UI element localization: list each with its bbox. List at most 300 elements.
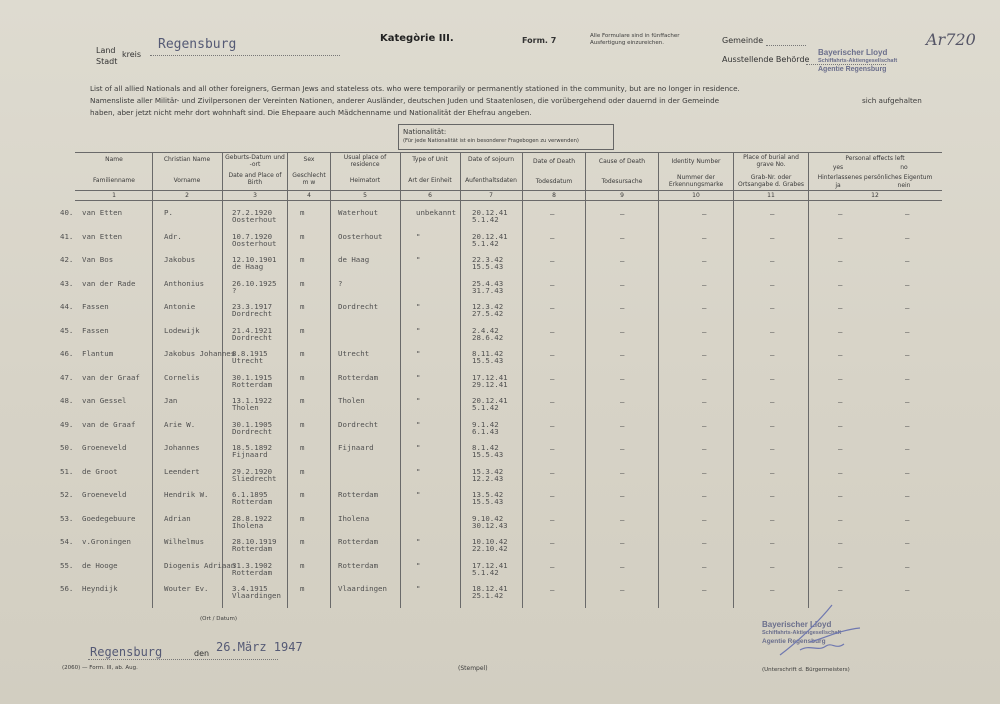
cell-date2: 25.1.42 [472, 591, 504, 600]
cell-n: 45. [60, 325, 74, 335]
cell-res: Rotterdam [338, 490, 379, 499]
cell-res: Iholena [338, 513, 370, 523]
land-label: Land [96, 46, 116, 55]
cell-n: 47. [60, 372, 74, 382]
table-row [60, 347, 960, 371]
cell-res: Utrecht [338, 349, 370, 358]
col-header-en: Geburts-Datum und -ort [225, 154, 285, 168]
table-row [60, 465, 960, 489]
cell-birth2: ? [232, 285, 237, 295]
cell-date2: 6.1.43 [472, 426, 499, 436]
cell-dash: – [905, 303, 910, 312]
cell-birth1: 28.10.1919 [232, 537, 277, 546]
footer-place: Regensburg [90, 645, 163, 659]
cell-name: van der Rade [82, 278, 136, 288]
cell-sex: m [300, 396, 305, 405]
cell-date1: 20.12.41 [472, 208, 508, 217]
cell-sex: m [300, 443, 305, 452]
cell-dash: – [905, 397, 910, 406]
col-header-de: Aufenthaltsdaten [465, 177, 517, 184]
cell-sex: m [300, 255, 305, 264]
cell-dash: – [550, 585, 555, 594]
col-header-en: Date of sojourn [467, 156, 515, 163]
cell-date2: 12.2.43 [472, 473, 504, 483]
cell-date1: 10.10.42 [472, 537, 508, 546]
cell-dash: – [770, 397, 775, 406]
cell-birth1: 18.5.1892 [232, 443, 273, 452]
cell-unit: " [416, 490, 421, 499]
cell-dash: – [905, 585, 910, 594]
cell-name: van Etten [82, 231, 123, 241]
cell-dash: – [550, 514, 555, 524]
cell-birth2: Tholen [232, 403, 259, 412]
cell-res: Rotterdam [338, 372, 379, 382]
col-header-num: 12 [871, 192, 879, 199]
effects-no: no [900, 164, 908, 171]
cell-birth1: 12.10.1901 [232, 255, 277, 264]
cell-dash: – [905, 491, 910, 500]
cell-res: Dordrecht [338, 302, 379, 311]
cell-dash: – [550, 561, 555, 571]
cell-res: Rotterdam [338, 537, 379, 546]
cell-date2: 15.5.43 [472, 356, 504, 365]
footer-stamp-line3: Agentie Regensburg [762, 638, 826, 645]
cell-dash: – [550, 303, 555, 312]
cell-birth1: 30.1.1915 [232, 372, 273, 382]
cell-unit: " [416, 231, 421, 241]
cell-dash: – [905, 256, 910, 265]
effects-yes: yes [832, 164, 844, 171]
cell-first: Diogenis Adriaan [164, 560, 236, 570]
cell-first: Antonie [164, 302, 196, 311]
col-header-de: Todesdatum [535, 178, 573, 185]
cell-dash: – [620, 420, 625, 430]
cell-dash: – [620, 350, 625, 359]
cell-sex: m [300, 208, 305, 217]
cell-dash: – [770, 232, 775, 242]
cell-dash: – [620, 538, 625, 547]
cell-birth1: 27.2.1920 [232, 208, 273, 217]
cell-dash: – [702, 561, 707, 571]
cell-unit: " [416, 537, 421, 546]
col-header-de: Art der Einheit [408, 177, 452, 184]
cell-name: van Etten [82, 208, 123, 217]
cell-dash: – [770, 303, 775, 312]
kreis-line [150, 55, 340, 56]
cell-dash: – [550, 491, 555, 500]
cell-unit: " [416, 560, 421, 570]
cell-dash: – [702, 326, 707, 336]
cell-birth1: 13.1.1922 [232, 396, 273, 405]
table-row [60, 206, 960, 230]
cell-birth2: Vlaardingen [232, 591, 281, 600]
col-header-de: Vorname [173, 177, 201, 184]
behoerde-line [806, 64, 886, 65]
cell-n: 52. [60, 490, 74, 499]
cell-dash: – [702, 585, 707, 594]
cell-sex: m [300, 466, 305, 476]
cell-birth1: 29.2.1920 [232, 466, 273, 476]
cell-name: Flantum [82, 349, 114, 358]
intro-german-line1: Namensliste aller Militär- und Zivilpersonen der Vereinten Nationen, anderer Ausländer, deutschen Juden und Staatenlosen, die vorübergehend oder dauernd in der Gemeinde [90, 96, 720, 105]
nationality-label: Nationalität: [403, 128, 447, 136]
cell-sex: m [300, 278, 305, 288]
footer-stamp-line1: Bayerischer Lloyd [762, 620, 832, 629]
footer-line [88, 659, 278, 660]
col-header-en: Personal effects left [845, 155, 905, 162]
table-row [60, 535, 960, 559]
cell-date2: 15.5.43 [472, 497, 504, 506]
cell-unit: " [416, 255, 421, 264]
cell-date2: 28.6.42 [472, 332, 504, 342]
table-row [60, 512, 960, 536]
cell-n: 50. [60, 443, 74, 452]
col-header-de: Date and Place of Birth [228, 172, 282, 186]
cell-n: 54. [60, 537, 74, 546]
cell-dash: – [620, 232, 625, 242]
handwritten-number: Ar720 [926, 30, 976, 49]
cell-dash: – [838, 209, 843, 218]
cell-birth2: Sliedrecht [232, 473, 277, 483]
cell-unit: " [416, 584, 421, 593]
cell-date2: 15.5.43 [472, 450, 504, 459]
cell-date1: 8.11.42 [472, 349, 504, 358]
cell-dash: – [550, 256, 555, 265]
cell-birth2: Utrecht [232, 356, 264, 365]
cell-birth1: 28.8.1922 [232, 513, 273, 523]
cell-dash: – [838, 256, 843, 265]
cell-dash: – [620, 256, 625, 265]
col-header-num: 10 [692, 192, 700, 199]
cell-unit: " [416, 396, 421, 405]
table-row [60, 300, 960, 324]
cell-birth1: 10.7.1920 [232, 231, 273, 241]
col-header-de: Nummer der Erkennungsmarke [668, 174, 724, 188]
cell-birth2: Dordrecht [232, 426, 273, 436]
col-header-num: 1 [112, 192, 116, 199]
cell-dash: – [905, 350, 910, 359]
cell-n: 53. [60, 513, 74, 523]
col-header-en: Identity Number [671, 158, 721, 165]
cell-dash: – [702, 420, 707, 430]
cell-dash: – [550, 444, 555, 453]
header-stamp-line3: Agentie Regensburg [818, 66, 887, 73]
cell-sex: m [300, 560, 305, 570]
intro-english: List of all allied Nationals and all other foreigners, German Jews and stateless ots. who were temporarily or permanently stationed in the community, but are no longer in residence. [90, 84, 740, 93]
cell-name: Van Bos [82, 255, 114, 264]
table-row [60, 394, 960, 418]
cell-dash: – [620, 514, 625, 524]
cell-name: Fassen [82, 325, 109, 335]
cell-date1: 17.12.41 [472, 372, 508, 382]
cell-n: 48. [60, 396, 74, 405]
kreis-label: kreis [122, 50, 142, 59]
cell-date1: 25.4.43 [472, 278, 504, 288]
table-top-line [75, 152, 942, 153]
cell-first: Wouter Ev. [164, 584, 209, 593]
cell-n: 51. [60, 466, 74, 476]
nationality-note: (Für jede Nationalität ist ein besonderer Fragebogen zu verwenden) [403, 138, 579, 144]
cell-dash: – [838, 514, 843, 524]
cell-res: Vlaardingen [338, 584, 387, 593]
cell-sex: m [300, 325, 305, 335]
cell-dash: – [838, 279, 843, 289]
cell-dash: – [770, 326, 775, 336]
cell-dash: – [550, 232, 555, 242]
cell-sex: m [300, 513, 305, 523]
cell-sex: m [300, 584, 305, 593]
cell-date1: 9.1.42 [472, 419, 499, 429]
cell-dash: – [620, 279, 625, 289]
col-header-num: 11 [767, 192, 775, 199]
cell-birth2: Rotterdam [232, 497, 273, 506]
cell-first: Cornelis [164, 372, 200, 382]
cell-dash: – [905, 209, 910, 218]
cell-dash: – [702, 209, 707, 218]
gemeinde-label: Gemeinde [722, 36, 764, 45]
note-line2: Ausfertigung einzureichen. [590, 40, 665, 46]
cell-dash: – [838, 232, 843, 242]
cell-dash: – [620, 467, 625, 477]
cell-dash: – [702, 373, 707, 383]
col-header-num: 4 [307, 192, 311, 199]
cell-n: 49. [60, 419, 74, 429]
cell-dash: – [838, 303, 843, 312]
cell-date1: 20.12.41 [472, 396, 508, 405]
cell-sex: m [300, 537, 305, 546]
cell-date1: 2.4.42 [472, 325, 499, 335]
cell-date1: 18.12.41 [472, 584, 508, 593]
cell-name: v.Groningen [82, 537, 131, 546]
cell-dash: – [770, 444, 775, 453]
table-row [60, 441, 960, 465]
cell-dash: – [838, 326, 843, 336]
cell-date2: 5.1.42 [472, 403, 499, 412]
cell-name: de Groot [82, 466, 118, 476]
cell-dash: – [838, 373, 843, 383]
cell-dash: – [905, 538, 910, 547]
cell-first: Lodewijk [164, 325, 200, 335]
cell-dash: – [770, 350, 775, 359]
cell-birth1: 21.4.1921 [232, 325, 273, 335]
signature-mark [770, 600, 870, 662]
cell-sex: m [300, 231, 305, 241]
cell-first: Arie W. [164, 419, 196, 429]
cell-date1: 20.12.41 [472, 231, 508, 241]
table-row [60, 230, 960, 254]
cell-birth1: 26.10.1925 [232, 278, 277, 288]
cell-dash: – [905, 373, 910, 383]
cell-dash: – [620, 397, 625, 406]
col-header-num: 7 [489, 192, 493, 199]
footer-den-label: den [194, 649, 210, 658]
cell-dash: – [838, 350, 843, 359]
cell-dash: – [905, 467, 910, 477]
category-title: Kategòrie III. [380, 33, 454, 44]
cell-name: van de Graaf [82, 419, 136, 429]
cell-dash: – [838, 585, 843, 594]
cell-dash: – [702, 232, 707, 242]
cell-date2: 29.12.41 [472, 379, 508, 389]
cell-res: Waterhout [338, 208, 379, 217]
kreis-value: Regensburg [158, 37, 237, 52]
cell-dash: – [770, 467, 775, 477]
cell-dash: – [770, 491, 775, 500]
cell-birth1: 3.4.1915 [232, 584, 268, 593]
col-header-de: Todesursache [601, 178, 643, 185]
cell-first: Adrian [164, 513, 191, 523]
table-row [60, 277, 960, 301]
cell-name: Groeneveld [82, 443, 127, 452]
col-header-en: Name [105, 156, 123, 163]
cell-birth2: Oosterhout [232, 215, 277, 224]
nationality-box [398, 124, 614, 150]
cell-dash: – [620, 303, 625, 312]
header-stamp-line1: Bayerischer Lloyd [818, 48, 888, 57]
cell-dash: – [770, 561, 775, 571]
cell-n: 42. [60, 255, 74, 264]
col-header-de: Heimatort [349, 177, 381, 184]
table-num-line [75, 190, 942, 191]
cell-date1: 12.3.42 [472, 302, 504, 311]
cell-dash: – [905, 444, 910, 453]
footer-signature-label: (Unterschrift d. Bürgermeisters) [762, 667, 850, 673]
table-header-bottom [75, 200, 942, 201]
cell-dash: – [550, 350, 555, 359]
cell-unit: " [416, 349, 421, 358]
cell-dash: – [702, 538, 707, 547]
col-header-en: Date of Death [532, 158, 576, 165]
cell-dash: – [770, 514, 775, 524]
cell-dash: – [702, 303, 707, 312]
cell-n: 55. [60, 560, 74, 570]
cell-unit: " [416, 325, 421, 335]
cell-res: Fijnaard [338, 443, 374, 452]
cell-dash: – [838, 420, 843, 430]
cell-first: P. [164, 208, 173, 217]
cell-dash: – [620, 373, 625, 383]
cell-dash: – [702, 444, 707, 453]
col-header-de: Hinterlassenes persönliches Eigentum [817, 174, 933, 181]
cell-birth1: 31.3.1902 [232, 560, 273, 570]
cell-dash: – [550, 538, 555, 547]
cell-birth2: Iholena [232, 520, 264, 530]
cell-date1: 15.3.42 [472, 466, 504, 476]
cell-dash: – [838, 491, 843, 500]
cell-first: Johannes [164, 443, 200, 452]
cell-date1: 22.3.42 [472, 255, 504, 264]
col-header-en: Sex [303, 156, 315, 163]
cell-name: van Gessel [82, 396, 127, 405]
header-stamp-line2: Schiffahrts-Aktiengesellschaft [818, 58, 898, 64]
cell-first: Leendert [164, 466, 200, 476]
cell-birth1: 23.3.1917 [232, 302, 273, 311]
cell-first: Jakobus [164, 255, 196, 264]
cell-dash: – [838, 397, 843, 406]
cell-birth1: 8.8.1915 [232, 349, 268, 358]
cell-date2: 27.5.42 [472, 309, 504, 318]
cell-sex: m [300, 419, 305, 429]
col-header-num: 3 [253, 192, 257, 199]
cell-name: de Hooge [82, 560, 118, 570]
cell-dash: – [620, 326, 625, 336]
cell-name: Fassen [82, 302, 109, 311]
cell-date2: 31.7.43 [472, 285, 504, 295]
cell-birth1: 6.1.1895 [232, 490, 268, 499]
cell-sex: m [300, 490, 305, 499]
cell-dash: – [838, 467, 843, 477]
col-header-num: 9 [620, 192, 624, 199]
col-header-num: 6 [428, 192, 432, 199]
table-row [60, 253, 960, 277]
cell-dash: – [620, 585, 625, 594]
cell-name: van der Graaf [82, 372, 140, 382]
cell-birth2: de Haag [232, 262, 264, 271]
col-header-en: Usual place of residence [343, 154, 387, 168]
cell-dash: – [905, 420, 910, 430]
col-header-en: Christian Name [163, 156, 211, 163]
cell-dash: – [702, 491, 707, 500]
cell-birth2: Dordrecht [232, 332, 273, 342]
cell-n: 46. [60, 349, 74, 358]
cell-date2: 22.10.42 [472, 544, 508, 553]
cell-name: Goedegebuure [82, 513, 136, 523]
footer-date: 26.März 1947 [216, 640, 303, 654]
table-row [60, 418, 960, 442]
cell-dash: – [770, 420, 775, 430]
cell-n: 56. [60, 584, 74, 593]
cell-dash: – [550, 209, 555, 218]
cell-first: Anthonius [164, 278, 205, 288]
col-header-en: Type of Unit [412, 156, 448, 163]
cell-date2: 30.12.43 [472, 520, 508, 530]
cell-res: Rotterdam [338, 560, 379, 570]
cell-dash: – [550, 326, 555, 336]
cell-sex: m [300, 349, 305, 358]
cell-dash: – [905, 326, 910, 336]
footer-stempel-label: (Stempel) [458, 665, 488, 672]
cell-name: Groeneveld [82, 490, 127, 499]
stadt-label: Stadt [96, 57, 118, 66]
cell-dash: – [550, 467, 555, 477]
cell-res: Dordrecht [338, 419, 379, 429]
cell-dash: – [905, 514, 910, 524]
cell-birth2: Dordrecht [232, 309, 273, 318]
cell-res: Tholen [338, 396, 365, 405]
cell-date2: 15.5.43 [472, 262, 504, 271]
cell-first: Adr. [164, 231, 182, 241]
cell-birth2: Rotterdam [232, 379, 273, 389]
cell-dash: – [702, 397, 707, 406]
cell-birth2: Rotterdam [232, 567, 273, 577]
cell-unit: " [416, 443, 421, 452]
cell-birth2: Oosterhout [232, 238, 277, 248]
cell-birth2: Rotterdam [232, 544, 273, 553]
cell-dash: – [550, 279, 555, 289]
gemeinde-line [766, 45, 806, 46]
note-line1: Alle Formulare sind in fünffacher [590, 33, 680, 39]
cell-first: Jakobus Johannes [164, 349, 236, 358]
cell-unit: unbekannt [416, 208, 457, 217]
cell-dash: – [770, 209, 775, 218]
cell-dash: – [620, 444, 625, 453]
cell-dash: – [702, 350, 707, 359]
col-header-en: Cause of Death [598, 158, 646, 165]
col-header-de: Geschlecht m w [292, 172, 326, 186]
cell-res: Oosterhout [338, 231, 383, 241]
cell-dash: – [702, 514, 707, 524]
behoerde-label: Ausstellende Behörde [722, 55, 810, 64]
